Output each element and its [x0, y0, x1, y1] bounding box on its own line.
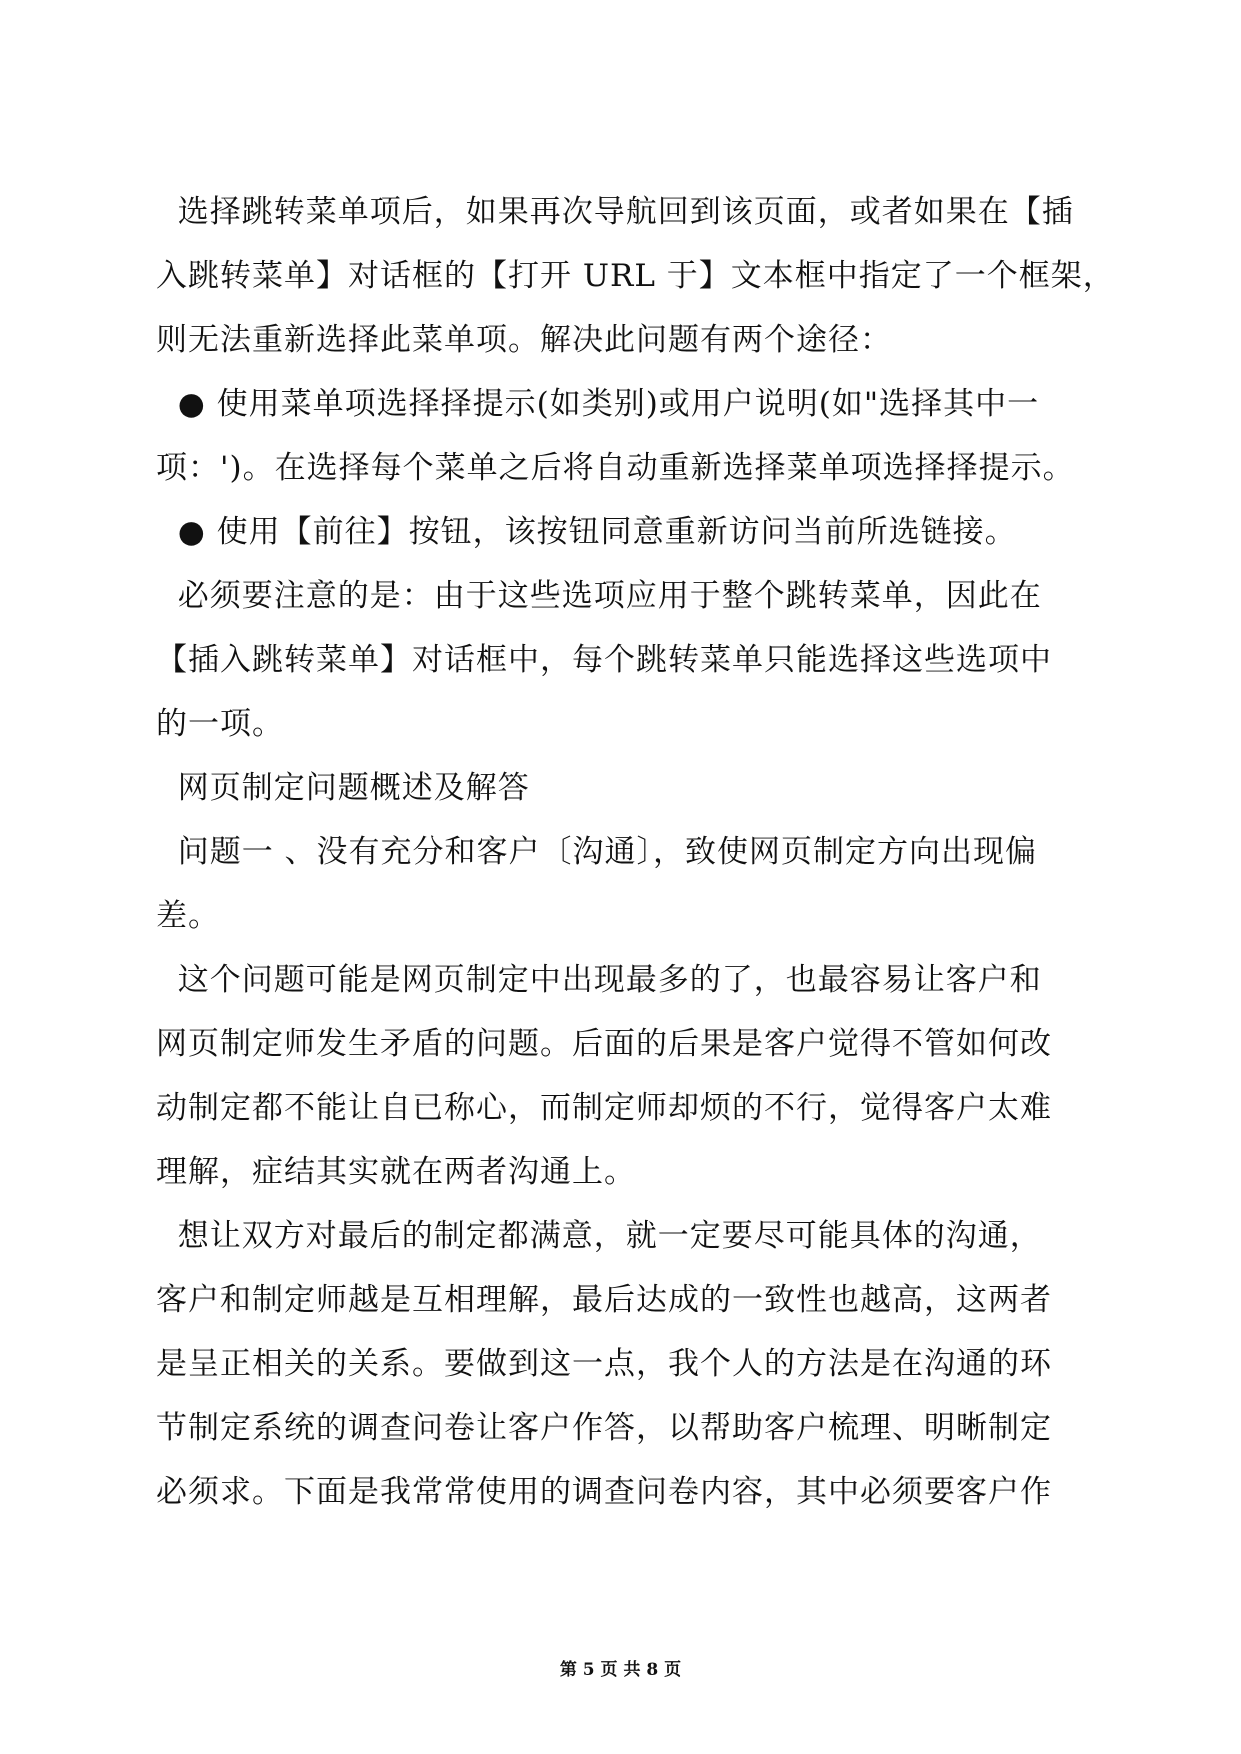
question-heading: 问题一 、没有充分和客户〔沟通〕，致使网页制定方向出现偏	[156, 834, 1038, 870]
document-body	[156, 180, 1115, 1524]
text-line: 【插入跳转菜单】对话框中，每个跳转菜单只能选择这些选项中	[156, 642, 1052, 678]
bullet-line: ● 使用【前往】按钮，该按钮同意重新访问当前所选链接。	[156, 514, 1017, 550]
text-line: 则无法重新选择此菜单项。解决此问题有两个途径：	[156, 322, 892, 358]
text-line: 想让双方对最后的制定都满意，就一定要尽可能具体的沟通，	[156, 1218, 1042, 1254]
text-line: 节制定系统的调查问卷让客户作答，以帮助客户梳理、明晰制定	[156, 1410, 1052, 1446]
text-line: 入跳转菜单】对话框的【打开 URL 于】文本框中指定了一个框架，	[156, 258, 1115, 294]
text-line: 必须要注意的是：由于这些选项应用于整个跳转菜单，因此在	[156, 578, 1042, 614]
text-line: 这个问题可能是网页制定中出现最多的了，也最容易让客户和	[156, 962, 1042, 998]
page-footer: 第 5 页 共 8 页	[559, 1660, 682, 1680]
section-heading: 网页制定问题概述及解答	[156, 770, 530, 806]
text-line: 客户和制定师越是互相理解，最后达成的一致性也越高，这两者	[156, 1282, 1052, 1318]
text-line: 差。	[156, 898, 220, 934]
text-line: 项：')。在选择每个菜单之后将自动重新选择菜单项选择择提示。	[156, 450, 1075, 486]
text-line: 选择跳转菜单项后，如果再次导航回到该页面，或者如果在【插	[156, 194, 1074, 230]
text-line: 网页制定师发生矛盾的问题。后面的后果是客户觉得不管如何改	[156, 1026, 1052, 1062]
text-line: 的一项。	[156, 706, 284, 742]
text-line: 必须求。下面是我常常使用的调查问卷内容，其中必须要客户作	[156, 1474, 1052, 1510]
text-line: 动制定都不能让自已称心，而制定师却烦的不行，觉得客户太难	[156, 1090, 1052, 1126]
text-line: 是呈正相关的关系。要做到这一点，我个人的方法是在沟通的环	[156, 1346, 1052, 1382]
bullet-line: ● 使用菜单项选择择提示(如类别)或用户说明(如"选择其中一	[156, 386, 1040, 422]
text-line: 理解，症结其实就在两者沟通上。	[156, 1154, 636, 1190]
